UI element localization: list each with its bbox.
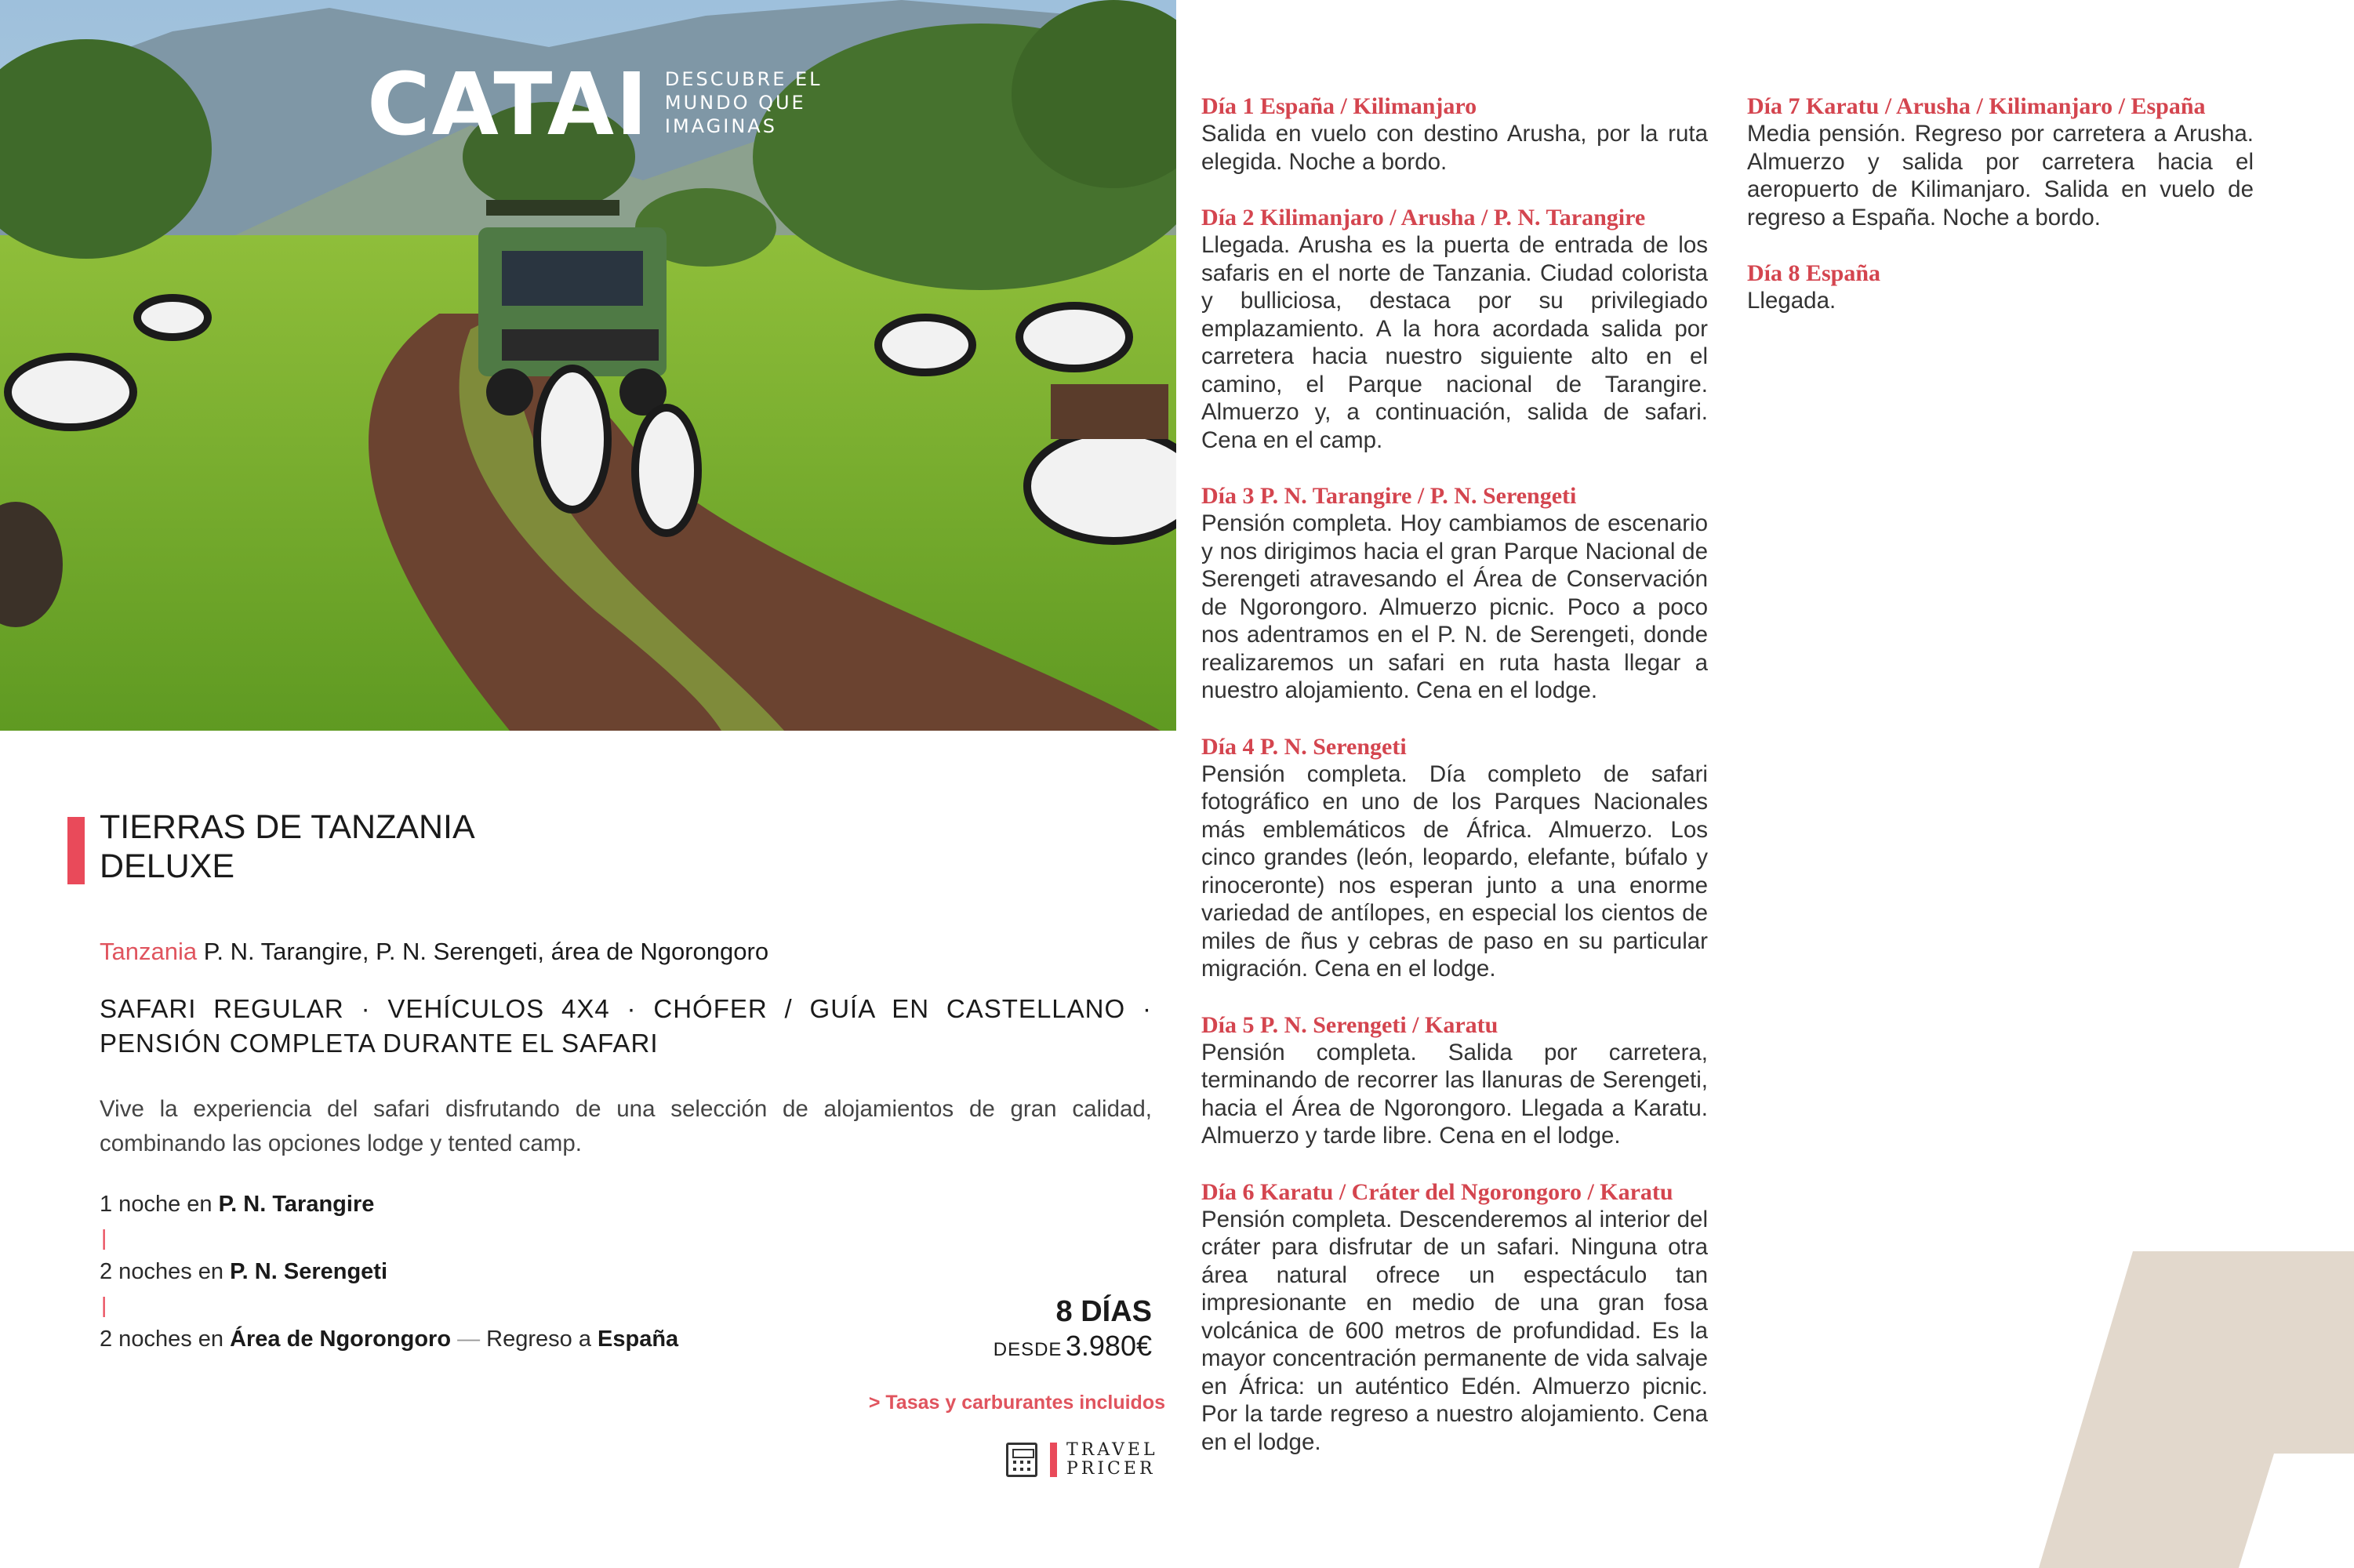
stay-separator: | bbox=[101, 1225, 107, 1250]
stay-item bbox=[100, 1258, 678, 1286]
itinerary-column bbox=[1747, 93, 2254, 343]
brand-tagline bbox=[665, 67, 823, 138]
pricer-label-line: PRICER bbox=[1066, 1459, 1156, 1479]
destination-country: Tanzania bbox=[100, 938, 198, 965]
destination-line bbox=[100, 938, 768, 966]
itinerary-day bbox=[1201, 733, 1708, 983]
day-title: Día 3 P. N. Tarangire / P. N. Serengeti bbox=[1201, 483, 1577, 509]
day-title: Día 8 España bbox=[1747, 260, 1881, 286]
travel-pricer-logo[interactable] bbox=[1006, 1441, 1158, 1479]
stay-return-label: Regreso a bbox=[486, 1327, 598, 1352]
trip-duration: 8 DÍAS bbox=[1055, 1295, 1152, 1328]
day-title: Día 7 Karatu / Arusha / Kilimanjaro / España bbox=[1747, 93, 2206, 119]
trip-price bbox=[994, 1330, 1152, 1363]
day-text: Media pensión. Regreso por carretera a Arusha. Almuerzo y salida por carretera hacia el aeropuerto de Kilimanjaro. Salida en vuelo de regreso a España. Noche a bordo. bbox=[1747, 121, 2254, 230]
stay-place: Área de Ngorongoro bbox=[230, 1327, 452, 1352]
stay-item bbox=[100, 1190, 678, 1218]
stays-list bbox=[100, 1190, 678, 1353]
stay-nights: 1 noche en bbox=[100, 1192, 219, 1217]
price-amount: 3.980€ bbox=[1065, 1330, 1152, 1362]
hero-photo bbox=[0, 0, 1176, 731]
brand-name: CATAI bbox=[367, 54, 649, 154]
stay-nights: 2 noches en bbox=[100, 1259, 231, 1284]
stay-return-place: España bbox=[598, 1327, 679, 1352]
day-title: Día 1 España / Kilimanjaro bbox=[1201, 93, 1477, 119]
pricer-accent-bar bbox=[1050, 1443, 1057, 1477]
day-text: Salida en vuelo con destino Arusha, por la ruta elegida. Noche a bordo. bbox=[1201, 121, 1708, 175]
stay-item bbox=[100, 1325, 678, 1353]
pricer-label-line: TRAVEL bbox=[1066, 1440, 1158, 1460]
trip-intro: Vive la experiencia del safari disfrutando de una selección de alojamientos de gran calidad, combinando las opciones lodge y tented camp. bbox=[100, 1096, 1152, 1156]
stay-place: P. N. Tarangire bbox=[218, 1192, 375, 1217]
trip-title-line: DELUXE bbox=[100, 848, 235, 885]
itinerary-day bbox=[1747, 93, 2254, 231]
itinerary-day bbox=[1201, 1178, 1708, 1457]
pricer-label bbox=[1066, 1441, 1158, 1479]
day-title: Día 5 P. N. Serengeti / Karatu bbox=[1201, 1011, 1498, 1038]
brand-tagline-line: IMAGINAS bbox=[664, 115, 777, 137]
trip-title bbox=[100, 808, 475, 886]
brand-logo bbox=[367, 54, 823, 154]
calculator-icon bbox=[1006, 1443, 1037, 1477]
stay-nights: 2 noches en bbox=[100, 1327, 231, 1352]
itinerary-day bbox=[1747, 260, 2254, 315]
day-title: Día 2 Kilimanjaro / Arusha / P. N. Tarangire bbox=[1201, 205, 1646, 230]
taxes-included-link[interactable]: > Tasas y carburantes incluidos bbox=[868, 1392, 1165, 1414]
day-text: Pensión completa. Descenderemos al interior del cráter para disfrutar de un safari. Ninguna otra área natural ofrece un espectáculo tan impresionante en medio de una gran fosa volcánica de 600 metros de profundidad. Es la mayor concentración permanente de vida salvaje en África: un auténtico Edén. Almuerzo picnic. Por la tarde regreso a nuestro alojamiento. Cena en el lodge. bbox=[1201, 1206, 1708, 1455]
brand-tagline-line: DESCUBRE EL bbox=[664, 68, 823, 90]
day-text: Llegada. Arusha es la puerta de entrada de los safaris en el norte de Tanzania. Ciudad colorista y bulliciosa, destaca por su privilegiado emplazamiento. A la hora acordada salida por carretera hacia nuestro siguiente alto en el camino, el Parque nacional de Tarangire. Almuerzo y, a continuación, salida de safari. Cena en el camp. bbox=[1201, 232, 1708, 453]
trip-title-line: TIERRAS DE TANZANIA bbox=[100, 808, 475, 846]
stay-place: P. N. Serengeti bbox=[230, 1259, 388, 1284]
decorative-corner-shape bbox=[2039, 1251, 2354, 1568]
day-title: Día 4 P. N. Serengeti bbox=[1201, 733, 1407, 760]
trip-features: SAFARI REGULAR · VEHÍCULOS 4X4 · CHÓFER / GUÍA EN CASTELLANO · PENSIÓN COMPLETA DURANTE EL SAFARI bbox=[100, 994, 1152, 1058]
price-from-label: DESDE bbox=[993, 1339, 1063, 1360]
day-text: Pensión completa. Hoy cambiamos de escenario y nos dirigimos hacia el gran Parque Nacional de Serengeti atravesando el Área de Conservación de Ngorongoro. Almuerzo picnic. Poco a poco nos adentramos en el P. N. de Serengeti, donde realizaremos un safari en ruta hasta llegar a nuestro alojamiento. Cena en el lodge. bbox=[1201, 510, 1708, 703]
itinerary-day bbox=[1201, 204, 1708, 454]
stay-dash: — bbox=[451, 1327, 487, 1352]
stay-separator: | bbox=[101, 1293, 107, 1317]
brand-tagline-line: MUNDO QUE bbox=[664, 92, 806, 114]
title-accent-bar bbox=[67, 817, 85, 884]
destination-places: P. N. Tarangire, P. N. Serengeti, área de Ngorongoro bbox=[203, 938, 769, 965]
itinerary-column bbox=[1201, 93, 1708, 1484]
itinerary-day bbox=[1201, 93, 1708, 176]
day-text: Pensión completa. Salida por carretera, terminando de recorrer las llanuras de Serengeti, hacia el Área de Ngorongoro. Llegada a Karatu. Almuerzo y tarde libre. Cena en el lodge. bbox=[1201, 1039, 1708, 1149]
day-title: Día 6 Karatu / Cráter del Ngorongoro / Karatu bbox=[1201, 1178, 1673, 1205]
day-text: Llegada. bbox=[1747, 288, 1836, 314]
itinerary-day bbox=[1201, 482, 1708, 705]
day-text: Pensión completa. Día completo de safari fotográfico en uno de los Parques Nacionales más emblemáticos de África. Almuerzo. Los cinco grandes (león, leopardo, elefante, búfalo y rinoceronte) nos esperan junto a una enorme variedad de antílopes, en especial los cientos de miles de ñus y cebras de paso en su particular migración. Cena en el lodge. bbox=[1201, 760, 1708, 982]
itinerary-day bbox=[1201, 1011, 1708, 1150]
